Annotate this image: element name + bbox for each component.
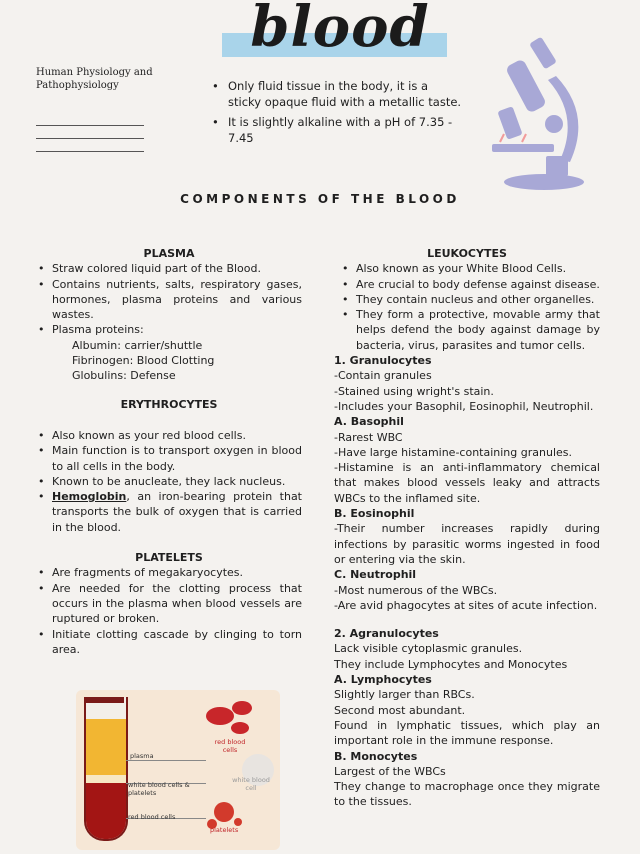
- rbc-label: red blood cells: [128, 813, 176, 821]
- text-line: -Stained using wright's stain.: [334, 384, 494, 398]
- text-line: -Includes your Basophil, Eosinophil, Neutrophil.: [334, 399, 594, 413]
- text-line: Lack visible cytoplasmic granules.: [334, 642, 523, 656]
- intro-item: • It is slightly alkaline with a pH of 7.35 - 7.45: [212, 114, 462, 146]
- intro-list: [212, 78, 462, 150]
- intro-item: • Only fluid tissue in the body, it is a sticky opaque fluid with a metallic taste.: [212, 78, 462, 110]
- blank-lines: [36, 125, 144, 164]
- section-title: COMPONENTS OF THE BLOOD: [180, 192, 460, 206]
- platelets-list: [36, 565, 302, 657]
- leukocytes-heading: LEUKOCYTES: [427, 247, 507, 260]
- list-item: • Straw colored liquid part of the Blood.: [36, 261, 302, 276]
- hemoglobin-term: Hemoglobin: [52, 490, 127, 504]
- list-item: • Also known as your red blood cells.: [36, 428, 302, 443]
- lymphocytes-title: A. Lymphocytes: [334, 673, 432, 687]
- basophil-title: A. Basophil: [334, 415, 404, 429]
- text-line: Second most abundant.: [334, 703, 466, 717]
- text-line: They include Lymphocytes and Monocytes: [334, 657, 568, 671]
- monocytes-title: B. Monocytes: [334, 749, 418, 763]
- buffy-coat-layer: [86, 775, 126, 783]
- text-line: -Have large histamine-containing granules.: [334, 445, 572, 459]
- neutrophil-title: C. Neutrophil: [334, 568, 417, 582]
- text-line: Found in lymphatic tissues, which play an important role in the immune response.: [334, 718, 600, 748]
- text-line: -Most numerous of the WBCs.: [334, 583, 498, 597]
- list-item: • Contains nutrients, salts, respiratory gases, hormones, plasma proteins and various wastes.: [36, 277, 302, 323]
- white-cell-label: white blood cell: [232, 776, 270, 792]
- protein-item: Globulins: Defense: [72, 369, 176, 383]
- test-tube: [84, 697, 128, 841]
- text-line: They change to macrophage once they migrate to the tissues.: [334, 780, 600, 809]
- hemoglobin-text: , an iron-bearing protein that transports the bulk of oxygen that is carried in the blood.: [52, 490, 302, 534]
- right-column: [334, 246, 600, 810]
- plasma-heading: PLASMA: [143, 247, 195, 260]
- eosinophil-title: B. Eosinophil: [334, 507, 415, 521]
- list-item: • Also known as your White Blood Cells.: [340, 261, 600, 276]
- text-line: -Histamine is an anti-inflammatory chemical that makes blood vessels leaky and attracts WBCs to the inflamed site.: [334, 461, 600, 505]
- plasma-list: [36, 261, 302, 337]
- list-item: • Initiate clotting cascade by clinging to torn area.: [36, 627, 302, 658]
- list-item: • They form a protective, movable army that helps defend the body against damage by bacteria, virus, parasites and tumor cells.: [340, 307, 600, 353]
- plasma-layer: [86, 719, 126, 775]
- protein-item: Albumin: carrier/shuttle: [72, 338, 203, 352]
- list-item: [36, 489, 302, 535]
- granulocytes-title: 1. Granulocytes: [334, 354, 432, 368]
- protein-item: Fibrinogen: Blood Clotting: [72, 354, 215, 368]
- microscope-icon: [488, 30, 588, 195]
- page-title: blood: [250, 0, 430, 60]
- red-cells-label: red blood cells: [214, 738, 246, 754]
- list-item: • Are needed for the clotting process that occurs in the plasma when blood vessels are ruptured or broken.: [36, 581, 302, 627]
- blood-cells-graphic: [198, 696, 278, 846]
- list-item: • Plasma proteins:: [36, 322, 302, 337]
- text-line: -Contain granules: [334, 369, 432, 383]
- erythrocytes-list: [36, 428, 302, 535]
- list-item: • Known to be anucleate, they lack nucleus.: [36, 474, 302, 489]
- subject-label: Human Physiology and Pathophysiology: [36, 67, 153, 91]
- wbc-platelets-label: white blood cells & platelets: [128, 781, 190, 797]
- text-line: Slightly larger than RBCs.: [334, 688, 475, 702]
- list-item: • Are crucial to body defense against disease.: [340, 277, 600, 292]
- agranulocytes-title: 2. Agranulocytes: [334, 627, 439, 641]
- text-line: -Their number increases rapidly during infections by parasitic worms ingested in food or entering via the skin.: [334, 522, 600, 566]
- left-column: [36, 246, 302, 657]
- list-item: • Are fragments of megakaryocytes.: [36, 565, 302, 580]
- text-line: Largest of the WBCs: [334, 764, 446, 778]
- list-item: • Main function is to transport oxygen in blood to all cells in the body.: [36, 443, 302, 474]
- plasma-label: plasma: [130, 752, 154, 760]
- list-item: • They contain nucleus and other organelles.: [340, 292, 600, 307]
- platelets-illus-label: platelets: [210, 826, 239, 834]
- text-line: -Rarest WBC: [334, 430, 403, 444]
- platelets-heading: PLATELETS: [135, 551, 203, 565]
- leukocytes-list: [334, 261, 600, 353]
- erythrocytes-heading: ERYTHROCYTES: [120, 397, 218, 411]
- rbc-layer: [86, 783, 126, 841]
- text-line: -Are avid phagocytes at sites of acute infection.: [334, 598, 598, 612]
